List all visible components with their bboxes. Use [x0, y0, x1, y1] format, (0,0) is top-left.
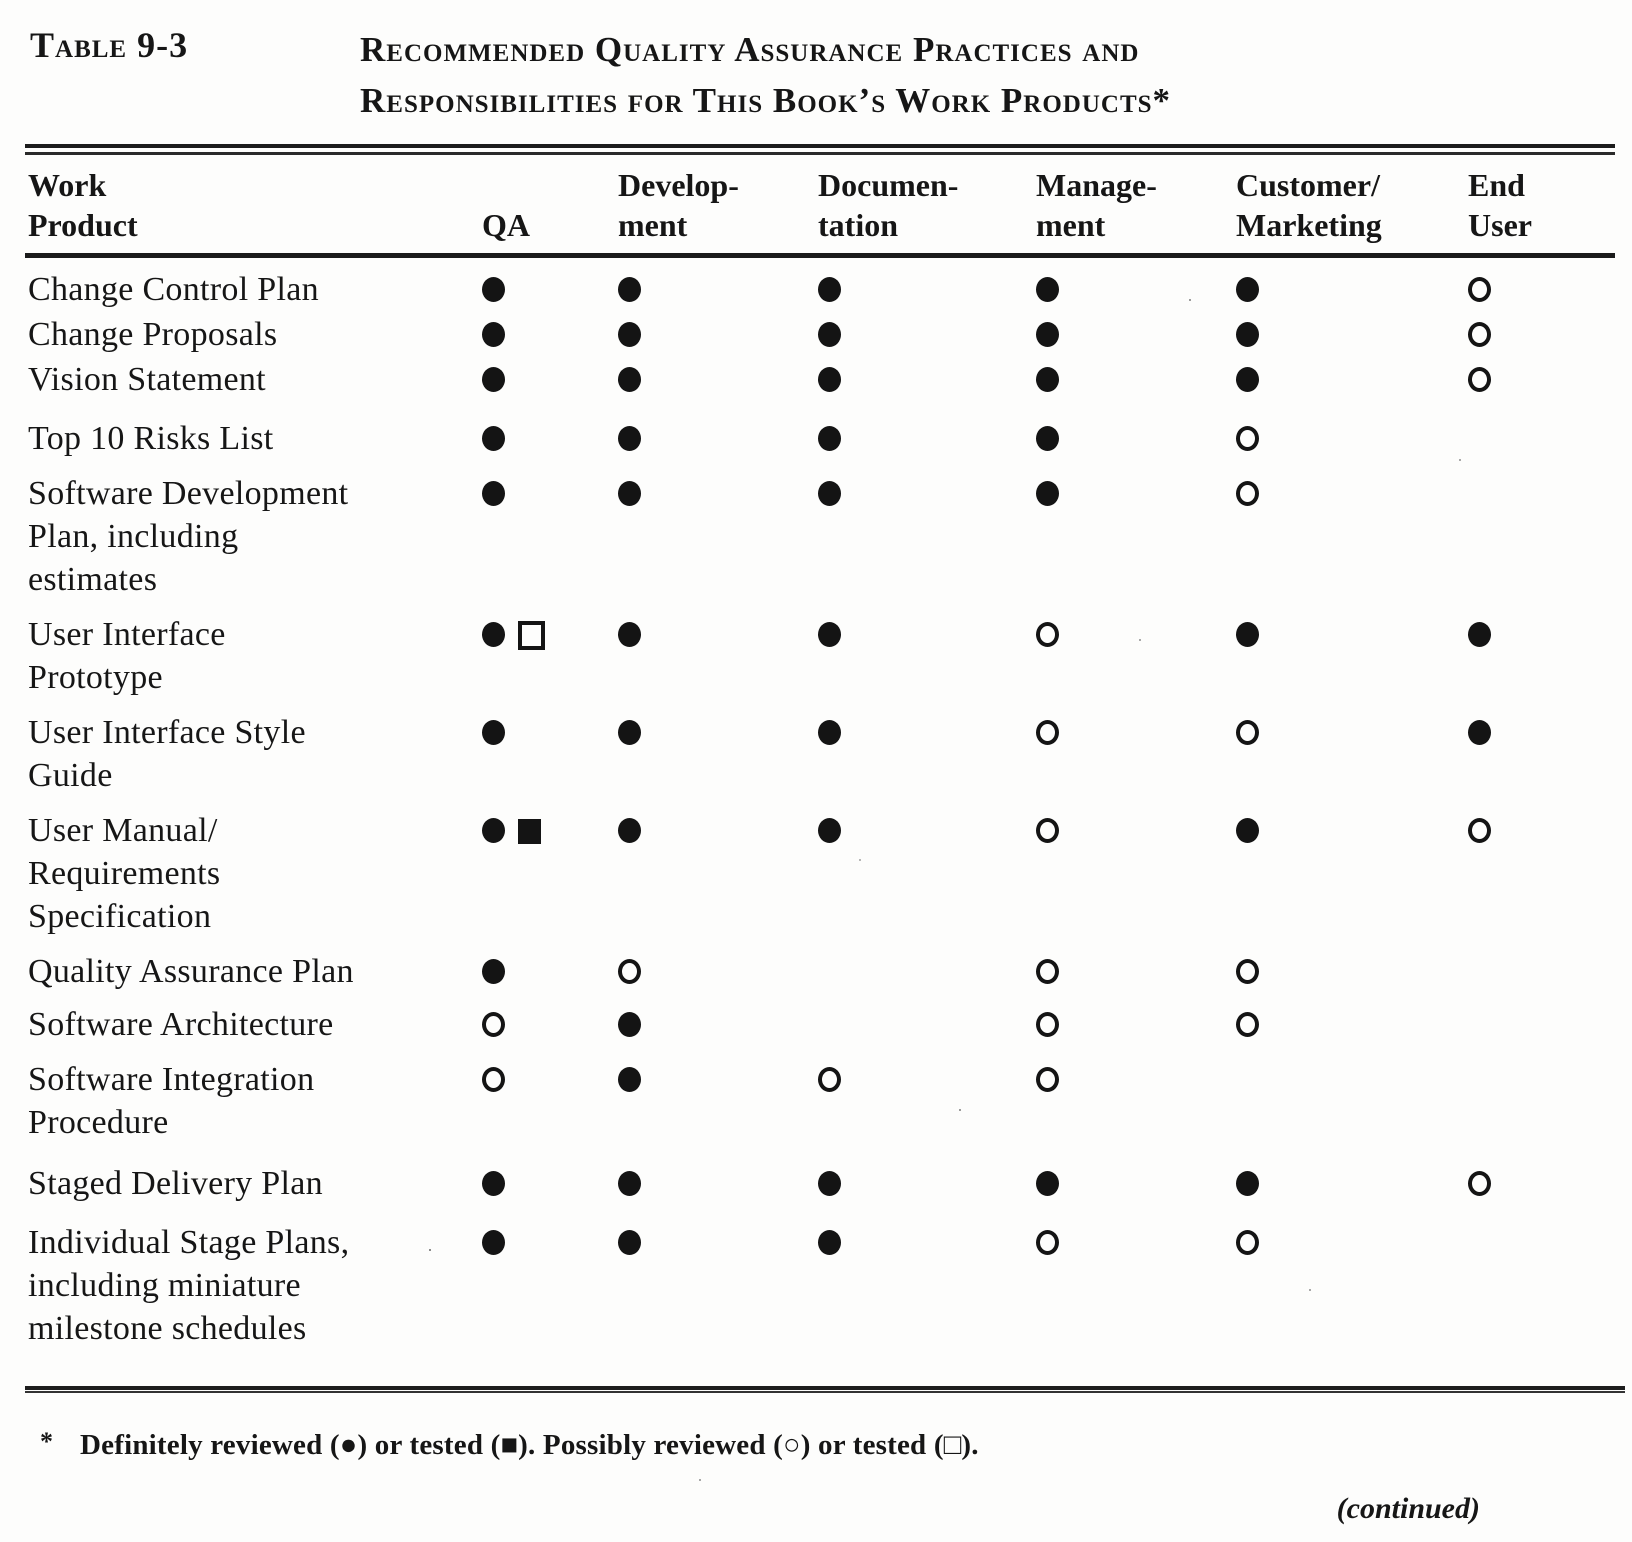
development-cell	[590, 613, 790, 699]
filled-circle-marker	[818, 720, 841, 745]
customer-marketing-cell	[1210, 1162, 1440, 1205]
management-cell	[1010, 1058, 1210, 1144]
open-circle-marker	[818, 1067, 841, 1092]
open-circle-marker	[1236, 720, 1259, 745]
open-circle-marker	[1236, 1230, 1259, 1255]
filled-circle-marker	[1236, 277, 1259, 302]
filled-circle-marker	[482, 1230, 505, 1255]
customer-marketing-cell	[1210, 268, 1440, 311]
documentation-cell	[790, 1221, 1010, 1350]
table-row	[0, 711, 1632, 797]
filled-circle-marker	[818, 1171, 841, 1196]
management-cell	[1010, 711, 1210, 797]
customer-marketing-cell	[1210, 711, 1440, 797]
table-caption	[0, 0, 1632, 126]
column-header-end-user: End User	[1468, 167, 1532, 243]
customer-marketing-cell	[1210, 1058, 1440, 1144]
development-cell	[590, 1221, 790, 1350]
work-product-name: Software Architecture	[28, 1006, 334, 1043]
qa-cell	[450, 1221, 590, 1350]
open-circle-marker	[1036, 622, 1059, 647]
documentation-cell	[790, 1058, 1010, 1144]
filled-circle-marker	[482, 622, 505, 647]
open-circle-marker	[1236, 481, 1259, 506]
management-cell	[1010, 313, 1210, 356]
table-row	[0, 950, 1632, 993]
end-user-cell	[1440, 1162, 1632, 1205]
management-cell	[1010, 1221, 1210, 1350]
work-product-name: Change Control Plan	[28, 271, 319, 308]
development-cell	[590, 417, 790, 460]
column-header-qa: QA	[482, 207, 530, 243]
customer-marketing-cell	[1210, 1221, 1440, 1350]
documentation-cell	[790, 1162, 1010, 1205]
filled-circle-marker	[482, 367, 505, 392]
filled-circle-marker	[818, 818, 841, 843]
filled-circle-marker	[618, 277, 641, 302]
column-header-customer-marketing: Customer/ Marketing	[1236, 167, 1382, 243]
work-product-name: Quality Assurance Plan	[28, 953, 354, 990]
management-cell	[1010, 417, 1210, 460]
table-row	[0, 472, 1632, 601]
management-cell	[1010, 358, 1210, 401]
work-product-name: Individual Stage Plans, including miniature milestone schedules	[28, 1224, 350, 1347]
continued-label: (continued)	[1336, 1492, 1480, 1525]
open-square-marker	[518, 621, 545, 650]
qa-cell	[450, 950, 590, 993]
table-row	[0, 417, 1632, 460]
open-circle-marker	[1468, 1171, 1491, 1196]
open-circle-marker	[1036, 1012, 1059, 1037]
table-body	[0, 268, 1632, 1350]
filled-circle-marker	[482, 818, 505, 843]
filled-circle-marker	[1236, 322, 1259, 347]
filled-circle-marker	[818, 481, 841, 506]
development-cell	[590, 809, 790, 938]
filled-circle-marker	[1036, 322, 1059, 347]
filled-circle-marker	[618, 322, 641, 347]
open-circle-marker	[1468, 367, 1491, 392]
top-double-rule	[25, 144, 1615, 155]
filled-circle-marker	[482, 1171, 505, 1196]
filled-circle-marker	[618, 1230, 641, 1255]
work-product-name: Vision Statement	[28, 361, 266, 398]
open-circle-marker	[482, 1067, 505, 1092]
management-cell	[1010, 950, 1210, 993]
work-product-name: User Interface Style Guide	[28, 714, 306, 794]
header-rule	[25, 253, 1615, 258]
qa-cell	[450, 417, 590, 460]
column-header-management: Manage- ment	[1036, 167, 1157, 243]
table-row	[0, 1058, 1632, 1144]
documentation-cell	[790, 358, 1010, 401]
table-row	[0, 268, 1632, 311]
customer-marketing-cell	[1210, 950, 1440, 993]
customer-marketing-cell	[1210, 613, 1440, 699]
table-label: Table 9-3	[30, 25, 189, 65]
table-row	[0, 313, 1632, 356]
management-cell	[1010, 613, 1210, 699]
end-user-cell	[1440, 1003, 1632, 1046]
filled-circle-marker	[618, 426, 641, 451]
filled-circle-marker	[1236, 367, 1259, 392]
open-circle-marker	[1036, 959, 1059, 984]
table-row	[0, 613, 1632, 699]
filled-circle-marker	[1036, 277, 1059, 302]
filled-circle-marker	[618, 1067, 641, 1092]
open-circle-marker	[482, 1012, 505, 1037]
documentation-cell	[790, 809, 1010, 938]
development-cell	[590, 1003, 790, 1046]
documentation-cell	[790, 417, 1010, 460]
qa-cell	[450, 1003, 590, 1046]
open-circle-marker	[1468, 277, 1491, 302]
filled-circle-marker	[1036, 426, 1059, 451]
work-product-name: User Interface Prototype	[28, 616, 226, 696]
table-row	[0, 1221, 1632, 1350]
footnote-asterisk: *	[40, 1427, 54, 1456]
filled-circle-marker	[482, 959, 505, 984]
filled-circle-marker	[482, 720, 505, 745]
bottom-rule	[25, 1386, 1625, 1393]
filled-circle-marker	[1036, 481, 1059, 506]
filled-circle-marker	[818, 1230, 841, 1255]
development-cell	[590, 472, 790, 601]
qa-cell	[450, 809, 590, 938]
work-product-name: Top 10 Risks List	[28, 420, 274, 457]
filled-circle-marker	[818, 426, 841, 451]
filled-circle-marker	[818, 322, 841, 347]
footnote	[0, 1429, 1632, 1462]
table-title	[360, 24, 1171, 126]
management-cell	[1010, 268, 1210, 311]
open-circle-marker	[1468, 818, 1491, 843]
filled-circle-marker	[818, 622, 841, 647]
filled-circle-marker	[618, 367, 641, 392]
work-product-name: Staged Delivery Plan	[28, 1165, 323, 1202]
end-user-cell	[1440, 313, 1632, 356]
filled-circle-marker	[482, 322, 505, 347]
footnote-text: Definitely reviewed (●) or tested (■). Possibly reviewed (○) or tested (□).	[80, 1429, 979, 1461]
open-circle-marker	[1236, 1012, 1259, 1037]
open-circle-marker	[1236, 426, 1259, 451]
work-product-name: Software Integration Procedure	[28, 1061, 315, 1141]
qa-cell	[450, 268, 590, 311]
filled-circle-marker	[818, 367, 841, 392]
open-circle-marker	[1036, 720, 1059, 745]
filled-circle-marker	[1468, 720, 1491, 745]
table-row	[0, 809, 1632, 938]
open-circle-marker	[1036, 1067, 1059, 1092]
end-user-cell	[1440, 613, 1632, 699]
management-cell	[1010, 1003, 1210, 1046]
end-user-cell	[1440, 809, 1632, 938]
filled-circle-marker	[1036, 367, 1059, 392]
development-cell	[590, 268, 790, 311]
development-cell	[590, 1162, 790, 1205]
open-circle-marker	[618, 959, 641, 984]
qa-cell	[450, 358, 590, 401]
column-header-documentation: Documen- tation	[818, 167, 959, 243]
documentation-cell	[790, 313, 1010, 356]
filled-circle-marker	[1236, 622, 1259, 647]
filled-circle-marker	[618, 818, 641, 843]
documentation-cell	[790, 268, 1010, 311]
end-user-cell	[1440, 417, 1632, 460]
qa-cell	[450, 313, 590, 356]
management-cell	[1010, 472, 1210, 601]
table-row	[0, 358, 1632, 401]
customer-marketing-cell	[1210, 809, 1440, 938]
development-cell	[590, 950, 790, 993]
documentation-cell	[790, 472, 1010, 601]
filled-circle-marker	[818, 277, 841, 302]
filled-circle-marker	[618, 1012, 641, 1037]
end-user-cell	[1440, 950, 1632, 993]
end-user-cell	[1440, 358, 1632, 401]
open-circle-marker	[1236, 959, 1259, 984]
filled-circle-marker	[618, 481, 641, 506]
documentation-cell	[790, 1003, 1010, 1046]
end-user-cell	[1440, 1058, 1632, 1144]
development-cell	[590, 711, 790, 797]
filled-circle-marker	[618, 1171, 641, 1196]
documentation-cell	[790, 711, 1010, 797]
column-header-development: Develop- ment	[618, 167, 739, 243]
filled-circle-marker	[482, 481, 505, 506]
open-circle-marker	[1468, 322, 1491, 347]
filled-circle-marker	[618, 622, 641, 647]
filled-square-marker	[518, 819, 541, 844]
development-cell	[590, 313, 790, 356]
development-cell	[590, 1058, 790, 1144]
filled-circle-marker	[1036, 1171, 1059, 1196]
column-header-row	[0, 155, 1632, 245]
qa-cell	[450, 472, 590, 601]
qa-cell	[450, 1162, 590, 1205]
end-user-cell	[1440, 472, 1632, 601]
column-header-work-product: Work Product	[28, 167, 138, 243]
filled-circle-marker	[482, 426, 505, 451]
customer-marketing-cell	[1210, 1003, 1440, 1046]
customer-marketing-cell	[1210, 358, 1440, 401]
open-circle-marker	[1036, 818, 1059, 843]
customer-marketing-cell	[1210, 472, 1440, 601]
end-user-cell	[1440, 711, 1632, 797]
customer-marketing-cell	[1210, 313, 1440, 356]
work-product-name: Software Development Plan, including estimates	[28, 475, 349, 598]
work-product-name: Change Proposals	[28, 316, 278, 353]
filled-circle-marker	[618, 720, 641, 745]
customer-marketing-cell	[1210, 417, 1440, 460]
open-circle-marker	[1036, 1230, 1059, 1255]
end-user-cell	[1440, 1221, 1632, 1350]
qa-cell	[450, 711, 590, 797]
qa-cell	[450, 1058, 590, 1144]
documentation-cell	[790, 950, 1010, 993]
table-title-line2: Responsibilities for This Book’s Work Products*	[360, 81, 1172, 120]
development-cell	[590, 358, 790, 401]
work-product-name: User Manual/ Requirements Specification	[28, 812, 221, 935]
qa-cell	[450, 613, 590, 699]
filled-circle-marker	[1236, 1171, 1259, 1196]
table-row	[0, 1003, 1632, 1046]
filled-circle-marker	[1236, 818, 1259, 843]
management-cell	[1010, 1162, 1210, 1205]
filled-circle-marker	[482, 277, 505, 302]
table-row	[0, 1162, 1632, 1205]
management-cell	[1010, 809, 1210, 938]
documentation-cell	[790, 613, 1010, 699]
table-title-line1: Recommended Quality Assurance Practices and	[360, 30, 1140, 69]
end-user-cell	[1440, 268, 1632, 311]
filled-circle-marker	[1468, 622, 1491, 647]
